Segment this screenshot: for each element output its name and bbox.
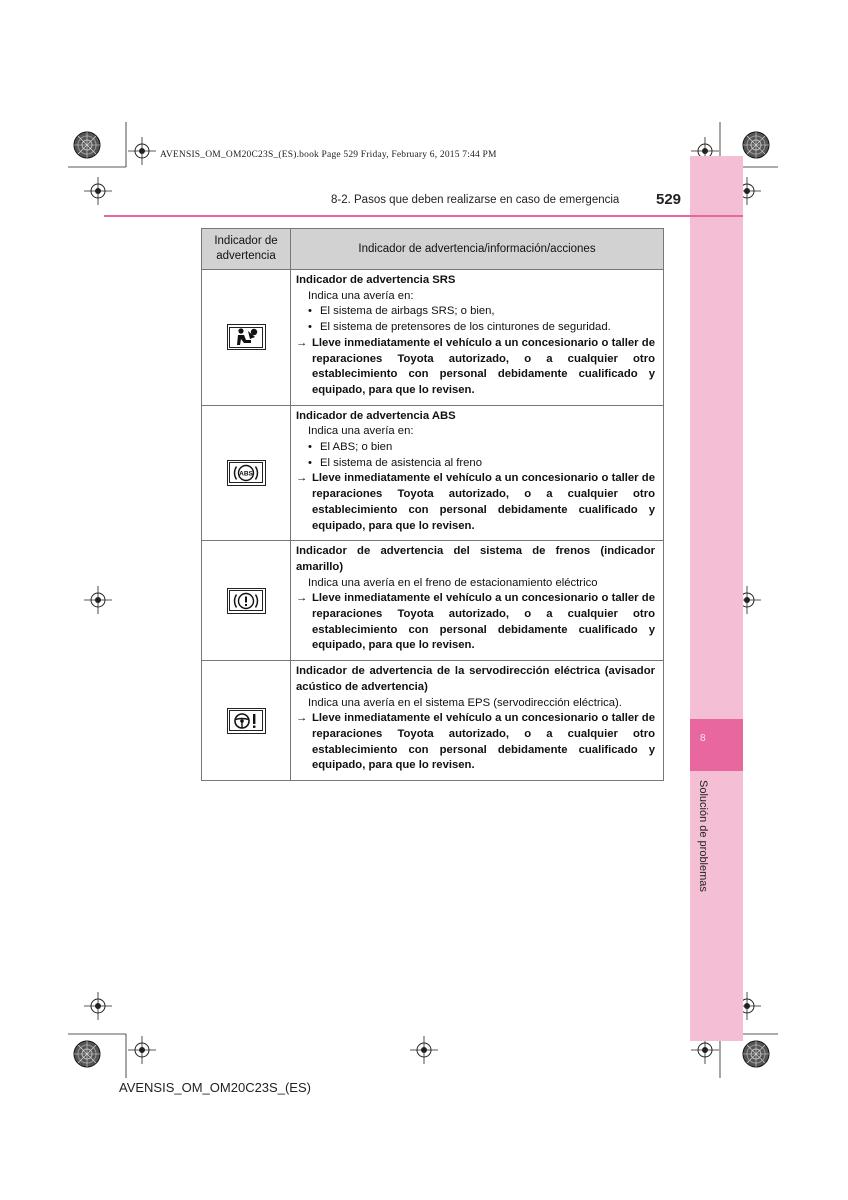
action-instruction: → Lleve inmediatamente el vehículo a un concesionario o taller de reparaciones Toyota autorizado, o a cualquier otro establecimiento con personal debidamente cualificado y equipado, para que lo revisen. [296,592,655,652]
indicator-cell [202,541,291,661]
document-code-footer: AVENSIS_OM_OM20C23S_(ES) [119,1080,311,1095]
srs-airbag-warning-icon [227,324,266,350]
indicator-title: Indicador de advertencia SRS [296,274,456,286]
arrow-right-icon: → [296,592,308,605]
list-item: • El sistema de airbags SRS; o bien, [308,305,495,318]
arrow-right-icon: → [296,336,308,349]
print-job-info: AVENSIS_OM_OM20C23S_(ES).book Page 529 Friday, February 6, 2015 7:44 PM [160,150,497,160]
action-instruction: → Lleve inmediatamente el vehículo a un concesionario o taller de reparaciones Toyota autorizado, o a cualquier otro establecimiento con personal debidamente cualificado y equipado, para que lo revisen. [296,712,655,772]
list-item: • El sistema de pretensores de los cinturones de seguridad. [308,321,611,334]
chapter-side-tab [690,156,743,1041]
list-item: • El sistema de asistencia al freno [308,456,483,469]
page-number: 529 [656,191,682,208]
table-row [202,405,664,541]
indicator-cell [202,270,291,406]
indicator-cell [202,661,291,781]
indicator-title: Indicador de advertencia de la servodirección eléctrica (avisador acústico de advertencia) [296,665,655,693]
eps-steering-warning-icon [227,708,266,734]
indicator-intro: Indica una avería en el sistema EPS (servodirección eléctrica). [308,696,622,709]
table-row [202,661,664,781]
chapter-number-tab [690,719,743,771]
column-header-actions: Indicador de advertencia/información/acciones [291,229,664,270]
description-cell [291,405,664,541]
description-cell [291,541,664,661]
action-instruction: → Lleve inmediatamente el vehículo a un concesionario o taller de reparaciones Toyota autorizado, o a cualquier otro establecimiento con personal debidamente cualificado y equipado, para que lo revisen. [296,472,655,532]
abs-icon-text: ABS [239,470,253,478]
indicator-intro: Indica una avería en: [308,289,414,302]
indicator-title: Indicador de advertencia del sistema de frenos (indicador amarillo) [296,545,655,573]
indicator-cell [202,405,291,541]
chapter-number: 8 [700,733,706,744]
chapter-title: Solución de problemas [697,780,709,892]
list-item: • El ABS; o bien [308,441,393,454]
brake-system-warning-icon [227,588,266,614]
section-title: 8-2. Pasos que deben realizarse en caso de emergencia [331,194,620,206]
table-row [202,541,664,661]
column-header-indicator: Indicador de advertencia [202,229,291,270]
table-header-row [202,229,664,270]
abs-warning-icon [227,460,266,486]
indicator-intro: Indica una avería en: [308,425,414,438]
indicator-intro: Indica una avería en el freno de estacionamiento eléctrico [308,576,598,589]
warning-indicator-table [201,228,664,781]
description-cell [291,661,664,781]
action-instruction: → Lleve inmediatamente el vehículo a un concesionario o taller de reparaciones Toyota autorizado, o a cualquier otro establecimiento con personal debidamente cualificado y equipado, para que lo revisen. [296,336,655,396]
indicator-title: Indicador de advertencia ABS [296,409,456,422]
table-row [202,270,664,406]
arrow-right-icon: → [296,472,308,485]
description-cell [291,270,664,406]
arrow-right-icon: → [296,712,308,725]
header-rule [104,215,743,217]
